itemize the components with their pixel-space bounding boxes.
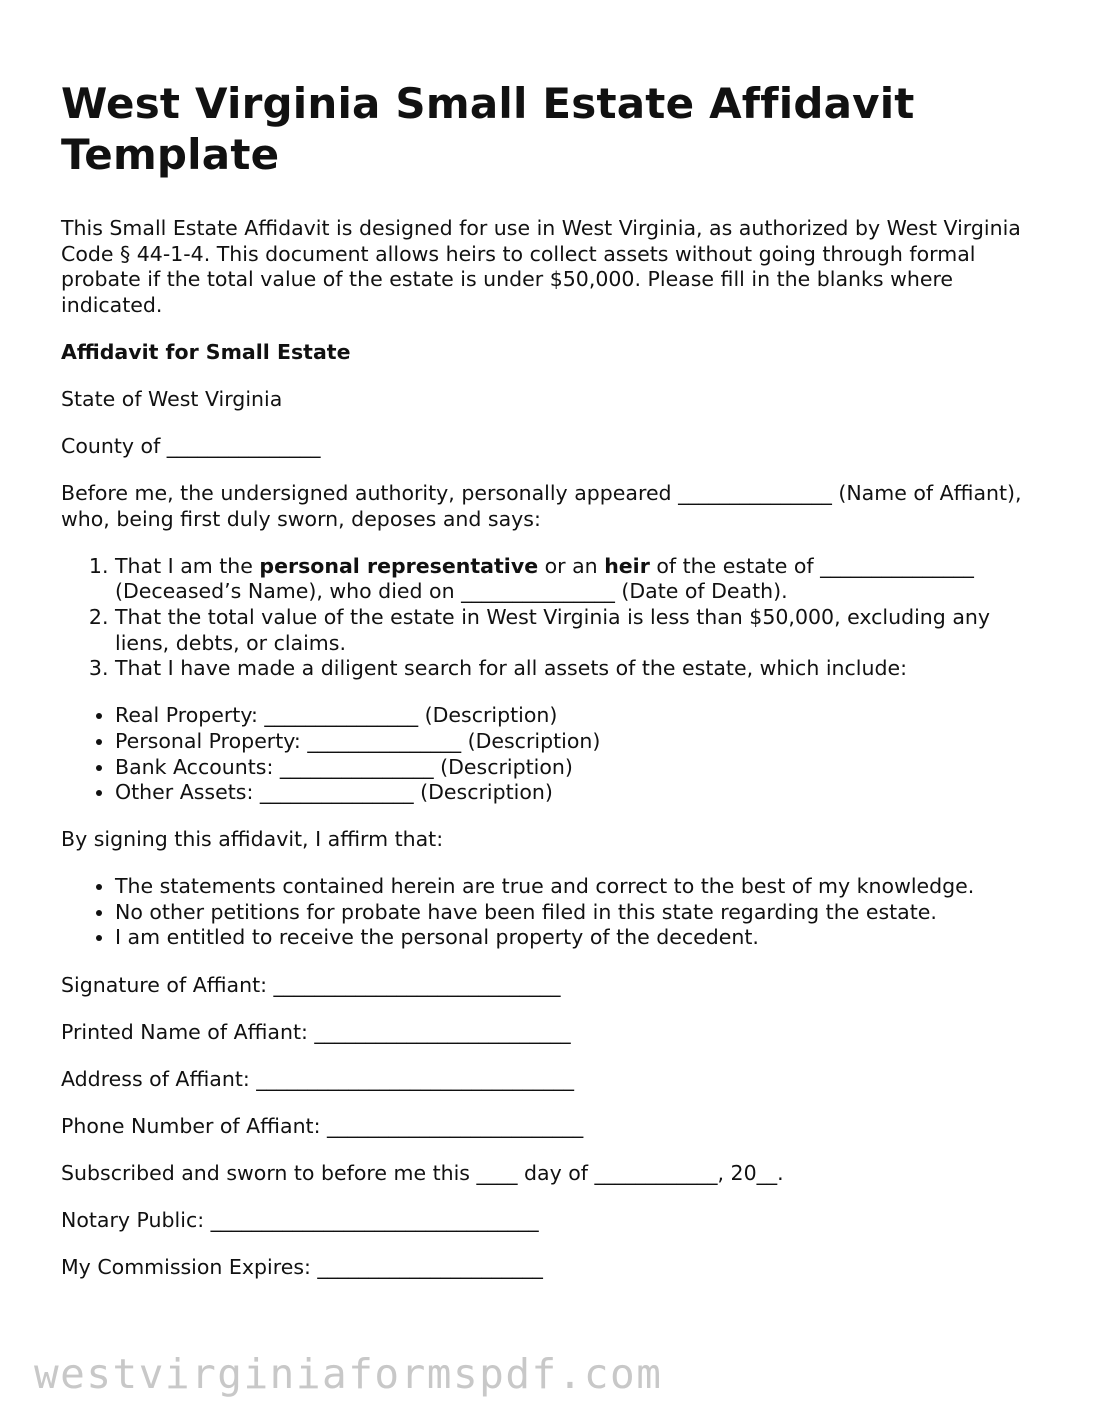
sworn-date-line: Subscribed and sworn to before me this ____ day of ____________, 20__. (61, 1160, 784, 1185)
intro-paragraph: This Small Estate Affidavit is designed for use in West Virginia, as authorized by West Virginia Code § 44-1-4. This document allows heirs to collect assets without going through formal probate if the total value of the estate is under $50,000. Please fill in the blanks where indicated. (61, 216, 1021, 317)
state-line: State of West Virginia (61, 386, 283, 411)
county-line: County of _______________ (61, 434, 321, 459)
affirmation-item: • No other petitions for probate have been filed in this state regarding the estate. (115, 900, 1046, 926)
sworn-statement-2: 2. That the total value of the estate in West Virginia is less than $50,000, excluding any liens, debts, or claims. (115, 605, 1046, 656)
document-title: West Virginia Small Estate Affidavit Template (61, 79, 915, 179)
site-watermark: westvirginiaformspdf.com (34, 1350, 663, 1398)
sworn-statement-1: 1. That I am the personal representative or an heir of the estate of _______________ (Deceased’s Name), who died on _______________ (Date of Death). (115, 554, 1046, 605)
assets-list (61, 703, 1046, 805)
sworn-statement-3: 3. That I have made a diligent search for all assets of the estate, which include: (115, 656, 1046, 682)
affirmation-item: • The statements contained herein are true and correct to the best of my knowledge. (115, 874, 1046, 900)
affirm-intro: By signing this affidavit, I affirm that: (61, 827, 444, 852)
asset-item: • Other Assets: _______________ (Description) (115, 780, 1046, 806)
phone-field: Phone Number of Affiant: _________________________ (61, 1113, 584, 1138)
notary-field: Notary Public: ________________________________ (61, 1208, 539, 1233)
asset-item: • Personal Property: _______________ (Description) (115, 729, 1046, 755)
document-page (61, 78, 1046, 1302)
sworn-statements-list (61, 554, 1046, 682)
signature-field: Signature of Affiant: ____________________________ (61, 972, 561, 997)
asset-item: • Bank Accounts: _______________ (Description) (115, 755, 1046, 781)
commission-expires-field: My Commission Expires: ______________________ (61, 1255, 543, 1280)
asset-item: • Real Property: _______________ (Description) (115, 703, 1046, 729)
section-heading: Affidavit for Small Estate (61, 339, 351, 364)
affirmation-item: • I am entitled to receive the personal property of the decedent. (115, 925, 1046, 951)
address-field: Address of Affiant: _______________________________ (61, 1066, 575, 1091)
printed-name-field: Printed Name of Affiant: _________________________ (61, 1019, 571, 1044)
affirmations-list (61, 874, 1046, 951)
appearance-paragraph: Before me, the undersigned authority, personally appeared _______________ (Name of Affiant), who, being first duly sworn, deposes and says: (61, 481, 1022, 531)
